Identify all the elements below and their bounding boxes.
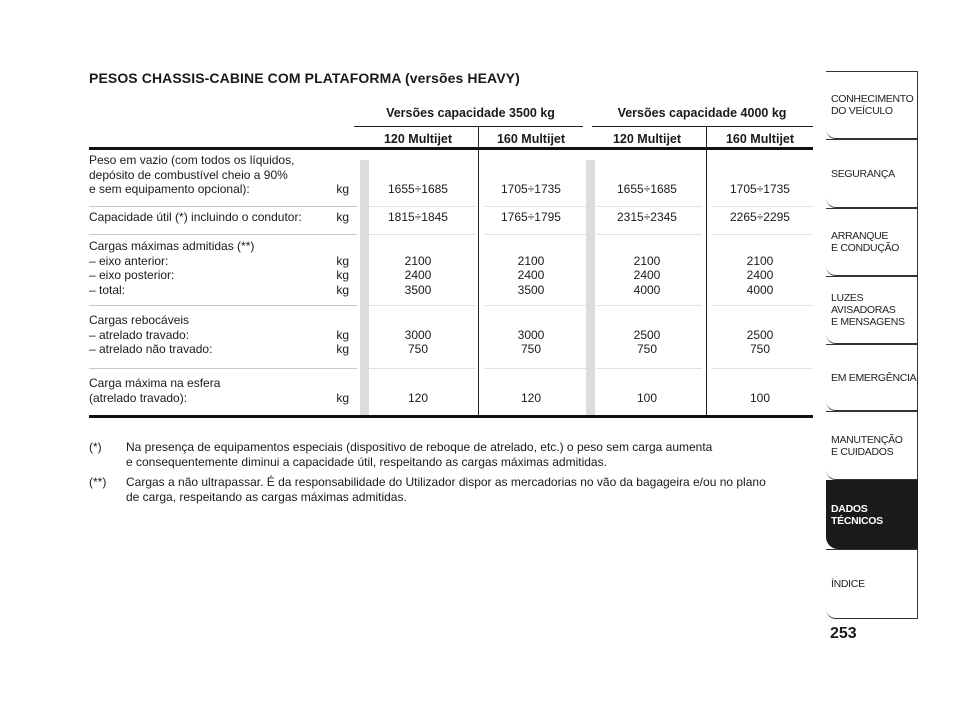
row-separator	[484, 234, 586, 235]
value-cell	[597, 210, 697, 225]
row-label-text: – eixo posterior:	[89, 268, 175, 282]
value-cell	[481, 254, 581, 298]
shade-band	[586, 160, 595, 415]
value-text: 2400	[404, 268, 432, 282]
sidebar-tab-label: CONHECIMENTO DO VEÍCULO	[831, 93, 914, 117]
sidebar-tab[interactable]	[826, 480, 918, 549]
value-cell	[710, 254, 810, 298]
row-label-line	[89, 283, 349, 298]
unit-label: kg	[336, 282, 349, 297]
row-label-line	[89, 391, 349, 406]
row-separator	[89, 368, 357, 369]
value-text: 750	[636, 342, 658, 356]
row-separator	[89, 234, 357, 235]
row-separator	[711, 305, 813, 306]
value-text: 1655÷1685	[617, 182, 677, 196]
sidebar-tab-label: ARRANQUE E CONDUÇÃO	[831, 230, 900, 254]
value-cell	[597, 391, 697, 406]
row-label-line	[89, 268, 349, 283]
sidebar-tab-label: EM EMERGÊNCIA	[831, 371, 917, 384]
row-separator	[369, 234, 476, 235]
row-separator	[484, 368, 586, 369]
unit-label: kg	[336, 210, 349, 224]
column-header: 120 Multijet	[612, 132, 682, 146]
row-separator	[89, 305, 357, 306]
row-label	[89, 153, 349, 197]
value-text: 750	[407, 342, 429, 356]
unit-label: kg	[336, 327, 349, 342]
value-text: 3500	[404, 282, 432, 297]
value-text: 2100	[746, 253, 774, 268]
sidebar-tab[interactable]	[826, 276, 918, 344]
sidebar-tab[interactable]	[826, 208, 918, 276]
row-label-line	[89, 342, 349, 357]
row-separator	[596, 305, 702, 306]
row-label-line	[89, 376, 349, 391]
footnote-text	[126, 440, 816, 469]
unit-label: kg	[336, 342, 349, 356]
row-separator	[711, 368, 813, 369]
row-label-text: – atrelado não travado:	[89, 342, 213, 356]
row-separator	[89, 206, 357, 207]
value-text: 1705÷1735	[730, 182, 790, 196]
row-separator	[484, 305, 586, 306]
row-separator	[369, 206, 476, 207]
sidebar-tab[interactable]	[826, 344, 918, 411]
value-text: 750	[520, 342, 542, 356]
value-text: 100	[749, 390, 771, 405]
footnote-text	[126, 475, 816, 504]
column-divider	[478, 150, 479, 415]
value-text: 3000	[404, 327, 432, 342]
column-divider	[706, 126, 707, 147]
value-cell	[597, 182, 697, 197]
row-separator	[369, 368, 476, 369]
column-header: 160 Multijet	[496, 132, 566, 146]
sidebar-tab[interactable]	[826, 411, 918, 480]
footnote-mark: (*)	[89, 440, 102, 454]
row-label-line	[89, 153, 349, 168]
header-rule	[89, 147, 813, 150]
value-text: 3000	[517, 327, 545, 342]
sidebar-tab-label: ÍNDICE	[831, 578, 865, 590]
value-text: 2100	[633, 253, 661, 268]
row-label-line	[89, 239, 349, 254]
value-cell	[481, 210, 581, 225]
value-text: 120	[407, 390, 429, 405]
row-label-line	[89, 254, 349, 269]
value-text: 2400	[633, 268, 661, 282]
sidebar-tab[interactable]	[826, 139, 918, 208]
value-cell	[368, 254, 468, 298]
value-text: 2265÷2295	[730, 210, 790, 224]
value-cell	[368, 328, 468, 357]
row-separator	[369, 305, 476, 306]
column-divider	[478, 126, 479, 147]
value-cell	[481, 328, 581, 357]
sidebar-tab[interactable]	[826, 71, 918, 139]
value-cell	[710, 328, 810, 357]
group-underline	[592, 126, 813, 127]
row-separator	[711, 234, 813, 235]
value-cell	[368, 391, 468, 406]
row-label-text: Carga máxima na esfera	[89, 376, 221, 390]
sidebar-tab-label: LUZES AVISADORAS E MENSAGENS	[831, 292, 905, 328]
sidebar-tab-label: MANUTENÇÃO E CUIDADOS	[831, 433, 903, 458]
value-text: 3500	[517, 282, 545, 297]
row-label-text: Cargas máximas admitidas (**)	[89, 239, 255, 253]
row-label-text: depósito de combustível cheio a 90%	[89, 167, 288, 182]
row-label-text: Capacidade útil (*) incluindo o condutor:	[89, 210, 302, 224]
row-label	[89, 210, 349, 225]
row-label-text: – eixo anterior:	[89, 253, 169, 268]
footnote-mark: (**)	[89, 475, 107, 489]
value-text: 750	[749, 342, 771, 356]
row-label	[89, 376, 349, 405]
value-text: 1655÷1685	[388, 182, 448, 196]
value-text: 4000	[633, 282, 661, 297]
footnote-line: Cargas a não ultrapassar. É da responsabilidade do Utilizador dispor as mercadorias no vão da bagageira e/ou no plano	[126, 475, 766, 489]
value-text: 2100	[404, 253, 432, 268]
row-separator	[484, 206, 586, 207]
value-text: 4000	[746, 282, 774, 297]
group-header-4000: Versões capacidade 4000 kg	[617, 106, 787, 120]
group-underline	[354, 126, 583, 127]
value-cell	[368, 182, 468, 197]
unit-label: kg	[336, 182, 349, 196]
value-text: 100	[636, 390, 658, 405]
row-separator	[596, 368, 702, 369]
row-label-line	[89, 168, 349, 183]
column-header: 160 Multijet	[725, 132, 795, 146]
value-text: 1705÷1735	[501, 182, 561, 196]
value-text: 2500	[633, 327, 661, 342]
row-label-text: – atrelado travado:	[89, 327, 190, 342]
row-label	[89, 239, 349, 297]
value-text: 2500	[746, 327, 774, 342]
unit-label: kg	[336, 268, 349, 282]
footnote-line: Na presença de equipamentos especiais (dispositivo de reboque de atrelado, etc.) o peso sem carga aumenta	[126, 440, 713, 454]
value-cell	[710, 182, 810, 197]
row-label-text: (atrelado travado):	[89, 390, 188, 405]
unit-label: kg	[336, 390, 349, 405]
value-cell	[368, 210, 468, 225]
value-cell	[597, 328, 697, 357]
unit-label: kg	[336, 253, 349, 268]
row-label	[89, 313, 349, 357]
row-label-text: – total:	[89, 282, 126, 297]
row-label-line	[89, 328, 349, 343]
value-text: 2400	[746, 268, 774, 282]
row-label-text: Peso em vazio (com todos os líquidos,	[89, 153, 295, 167]
footnote-line: e consequentemente diminui a capacidade útil, respeitando as cargas máximas admitidas.	[126, 454, 607, 469]
bottom-rule	[89, 415, 813, 418]
value-text: 1765÷1795	[501, 210, 561, 224]
value-cell	[597, 254, 697, 298]
row-label-line	[89, 210, 349, 225]
page-title: PESOS CHASSIS-CABINE COM PLATAFORMA (versões HEAVY)	[89, 70, 520, 86]
value-text: 2100	[517, 253, 545, 268]
sidebar-tab-label: SEGURANÇA	[831, 167, 895, 180]
value-cell	[710, 210, 810, 225]
row-separator	[596, 234, 702, 235]
row-label-line	[89, 313, 349, 328]
column-header: 120 Multijet	[383, 132, 453, 146]
row-separator	[596, 206, 702, 207]
value-cell	[710, 391, 810, 406]
row-label-text: e sem equipamento opcional):	[89, 182, 250, 196]
value-text: 1815÷1845	[388, 210, 448, 224]
footnote-line: de carga, respeitando as cargas máximas admitidas.	[126, 489, 407, 504]
sidebar-tab[interactable]	[826, 549, 918, 619]
value-text: 2400	[517, 268, 545, 282]
value-cell	[481, 391, 581, 406]
column-divider	[706, 150, 707, 415]
row-label-text: Cargas rebocáveis	[89, 313, 190, 327]
row-separator	[711, 206, 813, 207]
sidebar-tab-label: DADOS TÉCNICOS	[831, 502, 883, 527]
value-text: 2315÷2345	[617, 210, 677, 224]
page-number: 253	[830, 625, 857, 642]
value-text: 120	[520, 390, 542, 405]
group-header-3500: Versões capacidade 3500 kg	[386, 106, 555, 120]
value-cell	[481, 182, 581, 197]
row-label-line	[89, 182, 349, 197]
